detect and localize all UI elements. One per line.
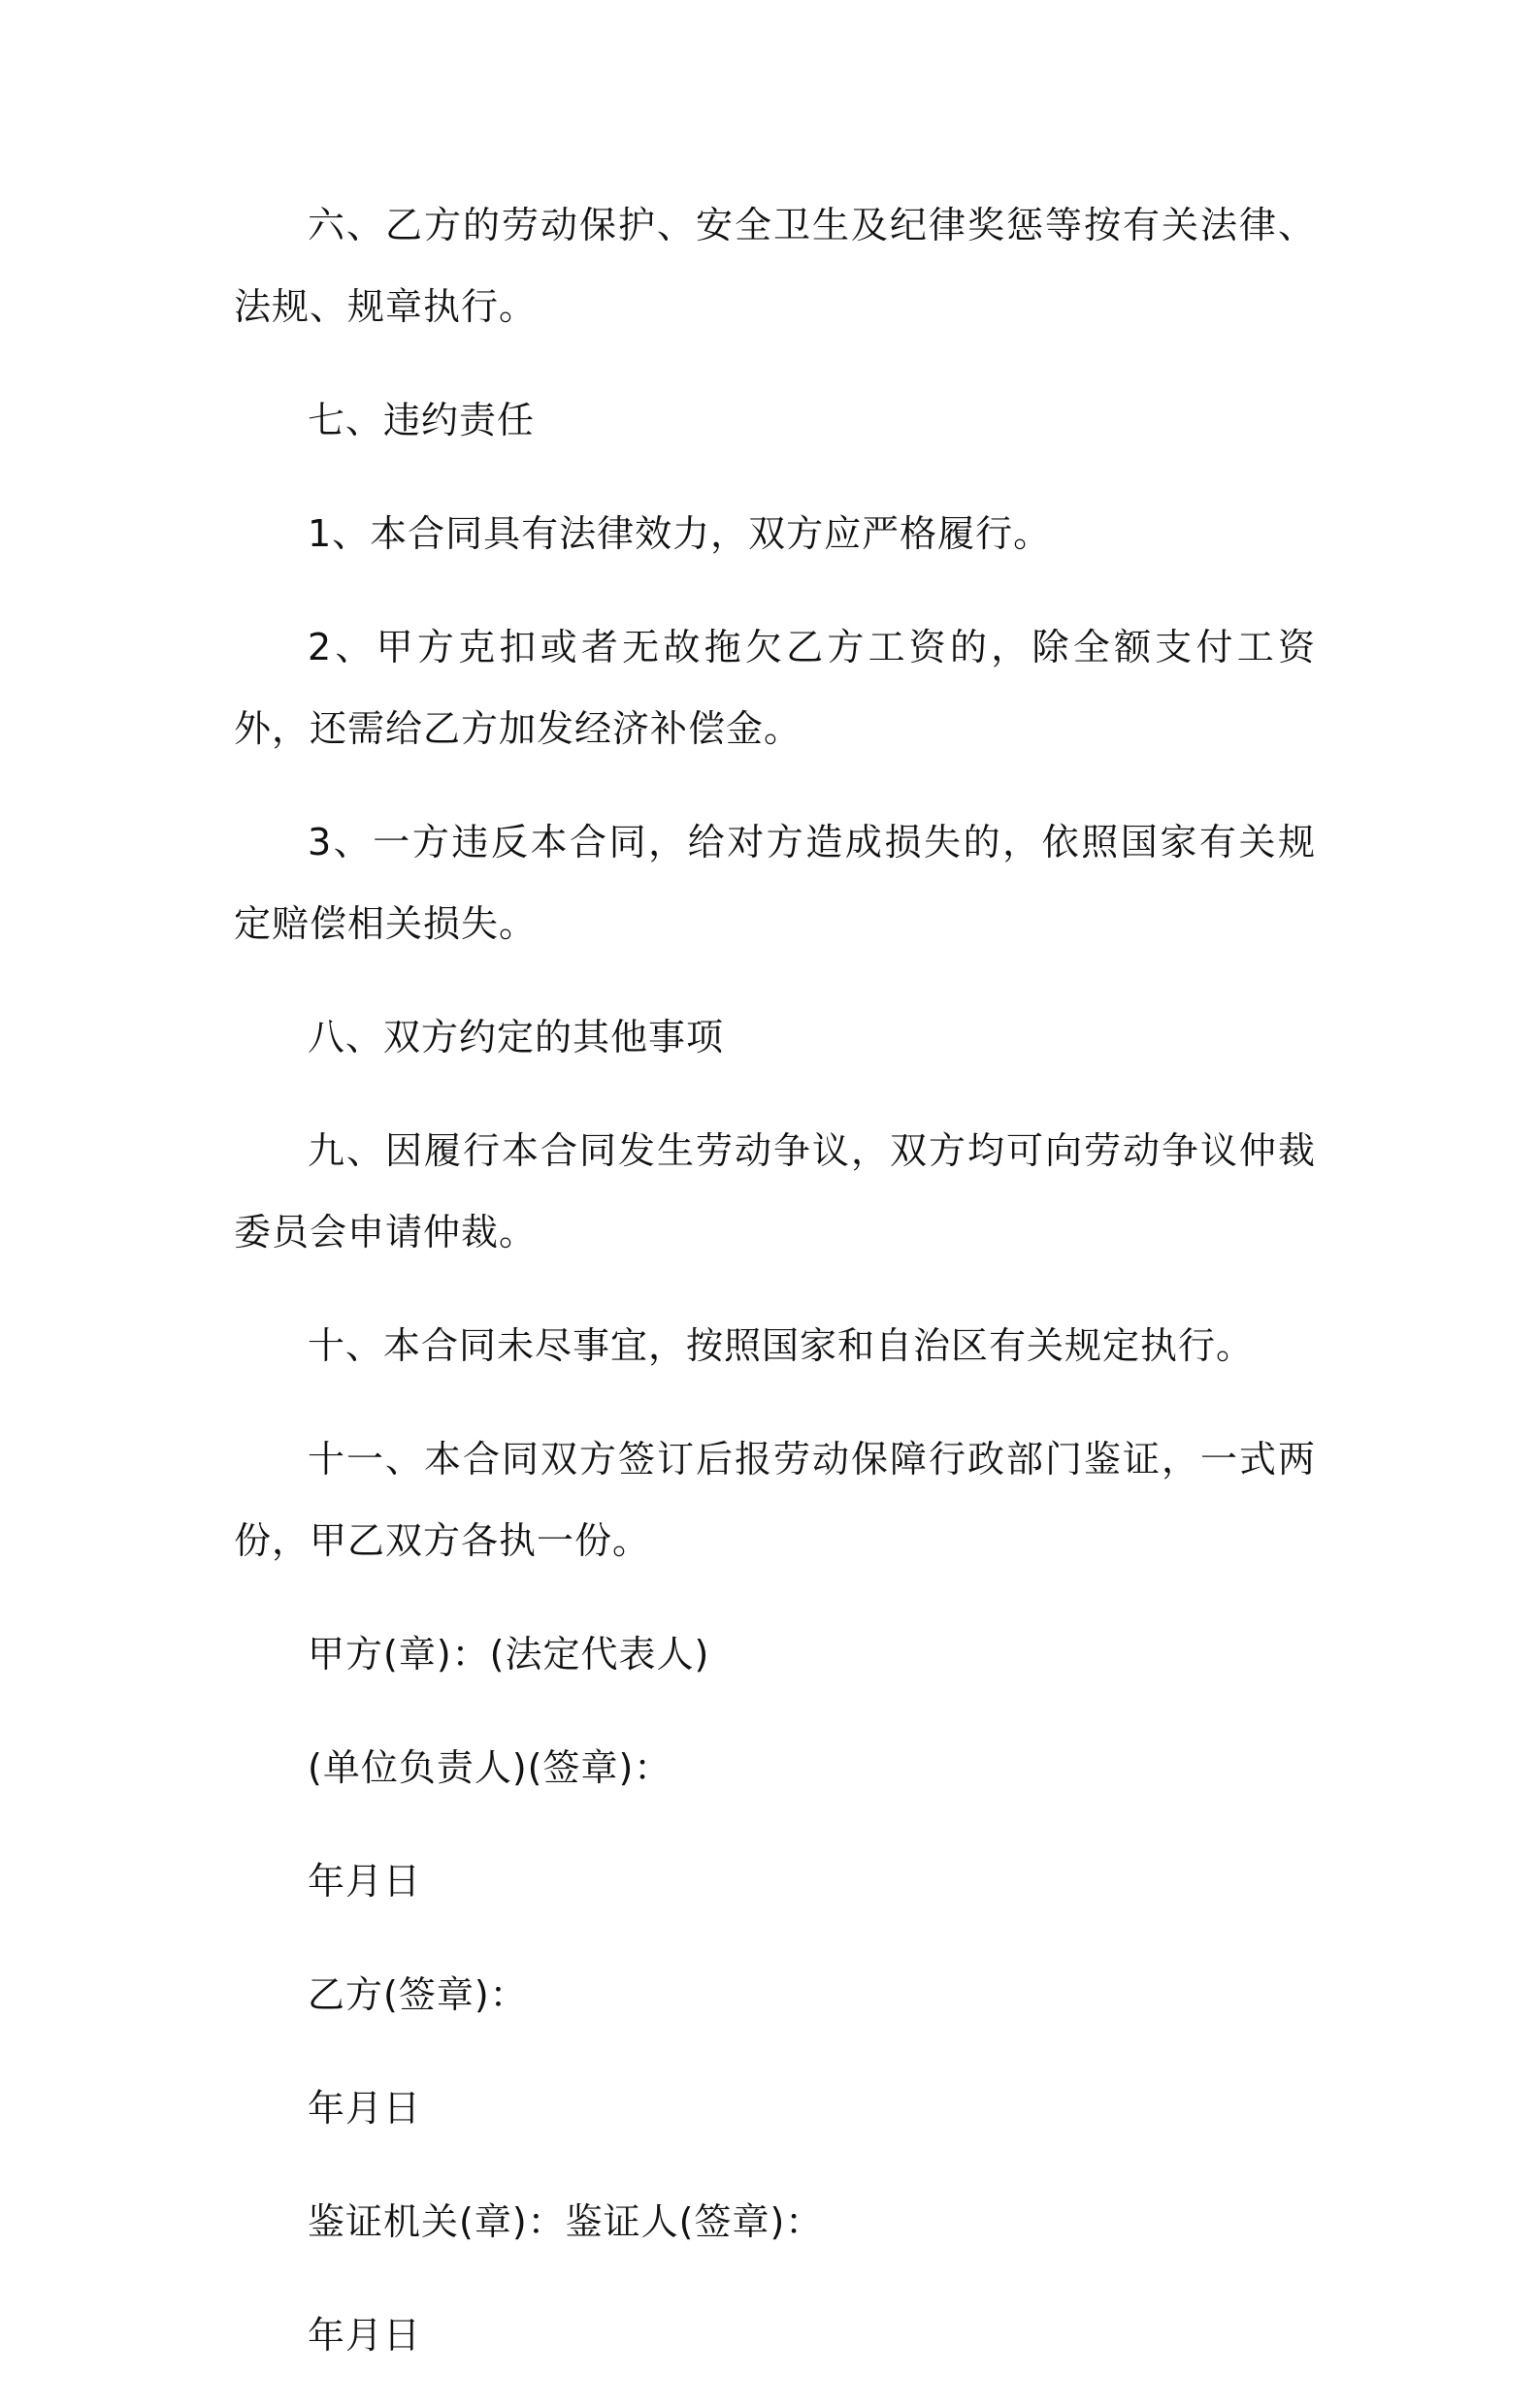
party-a-date-line: 年月日 [308, 1860, 422, 1903]
party-a-seal-line: 甲方(章)：(法定代表人) [308, 1633, 710, 1676]
party-b-signature-line: 乙方(签章)： [308, 1973, 528, 2016]
authentication-signature-line: 鉴证机关(章)：鉴证人(签章)： [308, 2200, 824, 2243]
authentication-date-line: 年月日 [308, 2314, 422, 2357]
clause-7-3: 3、一方违反本合同，给对方造成损失的，依照国家有关规定赔偿相关损失。 [234, 821, 1316, 945]
clause-11: 十一、本合同双方签订后报劳动保障行政部门鉴证，一式两份，甲乙双方各执一份。 [234, 1438, 1316, 1562]
clause-10: 十、本合同未尽事宜，按照国家和自治区有关规定执行。 [308, 1324, 1255, 1367]
party-b-date-line: 年月日 [308, 2087, 422, 2130]
party-a-responsible-signature-line: (单位负责人)(签章)： [308, 1746, 672, 1789]
document-body [234, 184, 1316, 2408]
section-8-heading: 八、双方约定的其他事项 [308, 1016, 725, 1058]
clause-9: 九、因履行本合同发生劳动争议，双方均可向劳动争议仲裁委员会申请仲裁。 [234, 1129, 1316, 1253]
clause-6: 六、乙方的劳动保护、安全卫生及纪律奖惩等按有关法律、法规、规章执行。 [234, 204, 1316, 328]
clause-7-1: 1、本合同具有法律效力，双方应严格履行。 [308, 512, 1052, 555]
section-7-heading: 七、违约责任 [308, 399, 536, 441]
clause-7-2: 2、甲方克扣或者无故拖欠乙方工资的，除全额支付工资外，还需给乙方加发经济补偿金。 [234, 626, 1316, 750]
